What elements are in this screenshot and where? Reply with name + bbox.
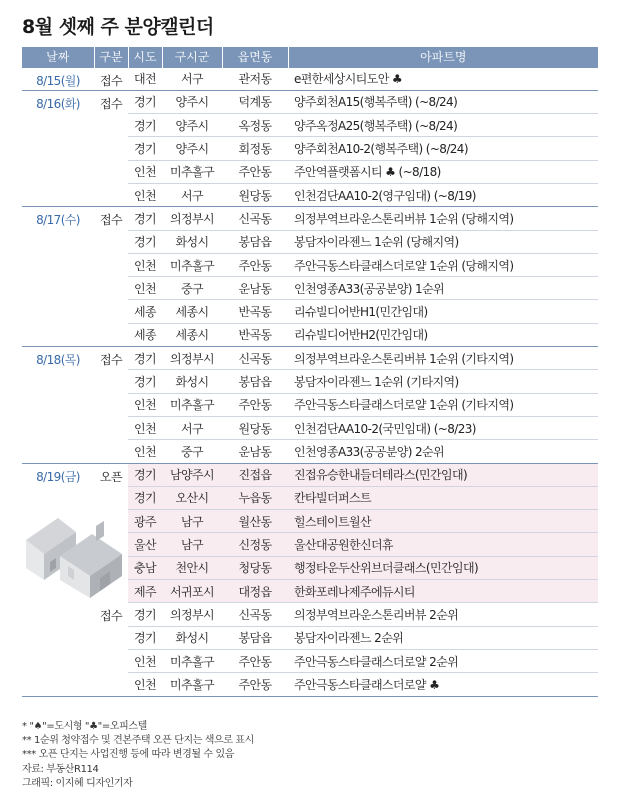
sido-cell: 인천 [128,253,162,276]
sido-cell: 제주 [128,580,162,603]
header-sido: 시도 [128,47,162,67]
sido-cell: 세종 [128,300,162,323]
sido-cell: 경기 [128,347,162,370]
apt-cell: 칸타빌더퍼스트 [288,486,598,509]
apt-cell: 주안극동스타클래스더로얄 ♣ [288,673,598,696]
sido-cell: 인천 [128,649,162,672]
sigungu-cell: 미추홀구 [162,160,222,183]
apt-cell: 행정타운두산위브더클래스(민간임대) [288,556,598,579]
eup-cell: 운남동 [222,277,288,300]
gubun-cell: 접수 [94,90,128,206]
eup-cell: 대정읍 [222,580,288,603]
sigungu-cell: 세종시 [162,300,222,323]
sigungu-cell: 서구 [162,67,222,90]
eup-cell: 운남동 [222,440,288,463]
apt-cell: 리슈빌디어반H2(민간임대) [288,323,598,346]
sigungu-cell: 세종시 [162,323,222,346]
sigungu-cell: 미추홀구 [162,393,222,416]
sido-cell: 경기 [128,486,162,509]
eup-cell: 원당동 [222,183,288,206]
apt-cell: 의정부역브라운스톤리버뷰 1순위 (당해지역) [288,207,598,230]
apt-cell: 의정부역브라운스톤리버뷰 2순위 [288,603,598,626]
sido-cell: 경기 [128,230,162,253]
footnotes [22,720,254,791]
footnote-symbols: * "♠"=도시형 "♣"=오피스텔 [22,721,147,732]
sigungu-cell: 의정부시 [162,603,222,626]
sido-cell: 세종 [128,323,162,346]
apt-cell: 양주회천A15(행복주택) (~8/24) [288,90,598,113]
header-apt: 아파트명 [288,47,598,67]
sigungu-cell: 천안시 [162,556,222,579]
apt-cell: 한화포레나제주에듀시티 [288,580,598,603]
eup-cell: 주안동 [222,160,288,183]
header-gubun: 구분 [94,47,128,67]
apt-cell: 의정부역브라운스톤리버뷰 1순위 (기타지역) [288,347,598,370]
sigungu-cell: 미추홀구 [162,649,222,672]
sigungu-cell: 오산시 [162,486,222,509]
sigungu-cell: 양주시 [162,90,222,113]
apt-cell: 주안극동스타클래스더로얄 2순위 [288,649,598,672]
sigungu-cell: 남구 [162,510,222,533]
eup-cell: 월산동 [222,510,288,533]
sigungu-cell: 남양주시 [162,463,222,486]
header-date: 날짜 [22,47,94,67]
eup-cell: 진접읍 [222,463,288,486]
eup-cell: 덕계동 [222,90,288,113]
eup-cell: 옥정동 [222,114,288,137]
table-row [22,347,598,370]
house-icon [18,500,130,600]
date-cell: 8/18(목) [22,347,94,463]
eup-cell: 주안동 [222,253,288,276]
sido-cell: 대전 [128,67,162,90]
apt-cell: 인천영종A33(공공분양) 2순위 [288,440,598,463]
date-cell: 8/17(수) [22,207,94,347]
sigungu-cell: 화성시 [162,370,222,393]
sigungu-cell: 서구 [162,416,222,439]
footnote-highlight: ** 1순위 청약접수 및 견본주택 오픈 단지는 색으로 표시 [22,735,254,747]
page-title: 8월 셋째 주 분양캘린더 [22,16,214,38]
sigungu-cell: 미추홀구 [162,673,222,696]
eup-cell: 신곡동 [222,603,288,626]
eup-cell: 주안동 [222,649,288,672]
apt-cell: 봉담자이라젠느 2순위 [288,626,598,649]
sigungu-cell: 서구 [162,183,222,206]
apt-cell: 인천검단AA10-2(국민임대) (~8/23) [288,416,598,439]
apt-cell: 진접유승한내들더테라스(민간임대) [288,463,598,486]
apt-cell: 주안극동스타클래스더로얄 1순위 (기타지역) [288,393,598,416]
apt-cell: 울산대공원한신더휴 [288,533,598,556]
table-row [22,67,598,90]
sigungu-cell: 화성시 [162,626,222,649]
eup-cell: 봉담읍 [222,626,288,649]
sido-cell: 인천 [128,673,162,696]
sido-cell: 경기 [128,370,162,393]
date-cell: 8/16(화) [22,90,94,206]
sido-cell: 경기 [128,90,162,113]
apt-cell: e편한세상시티도안 ♣ [288,67,598,90]
eup-cell: 관저동 [222,67,288,90]
header-sigungu: 구시군 [162,47,222,67]
footnote-credit: 그래픽: 이지혜 디자인기자 [22,777,133,789]
sigungu-cell: 미추홀구 [162,253,222,276]
table-row [22,90,598,113]
sido-cell: 인천 [128,183,162,206]
sido-cell: 경기 [128,463,162,486]
sido-cell: 경기 [128,137,162,160]
eup-cell: 신정동 [222,533,288,556]
apt-cell: 봉담자이라젠느 1순위 (당해지역) [288,230,598,253]
eup-cell: 봉담읍 [222,230,288,253]
eup-cell: 누읍동 [222,486,288,509]
table-row [22,603,598,626]
gubun-cell: 오픈 [94,463,128,603]
eup-cell: 청당동 [222,556,288,579]
apt-cell: 주안역플랫폼시티 ♣ (~8/18) [288,160,598,183]
sido-cell: 경기 [128,603,162,626]
sido-cell: 경기 [128,114,162,137]
gubun-cell: 접수 [94,347,128,463]
apt-cell: 리슈빌디어반H1(민간임대) [288,300,598,323]
apt-cell: 주안극동스타클래스더로얄 1순위 (당해지역) [288,253,598,276]
footnote-source: 자료: 부동산R114 [22,763,99,775]
apt-cell: 인천영종A33(공공분양) 1순위 [288,277,598,300]
eup-cell: 반곡동 [222,323,288,346]
sigungu-cell: 화성시 [162,230,222,253]
table-bottom-rule [22,696,598,697]
sido-cell: 충남 [128,556,162,579]
date-cell: 8/15(월) [22,67,94,90]
eup-cell: 봉담읍 [222,370,288,393]
sido-cell: 울산 [128,533,162,556]
sigungu-cell: 서귀포시 [162,580,222,603]
sigungu-cell: 중구 [162,277,222,300]
apt-cell: 힐스테이트월산 [288,510,598,533]
eup-cell: 원당동 [222,416,288,439]
table-row [22,463,598,486]
apt-cell: 인천검단AA10-2(영구임대) (~8/19) [288,183,598,206]
sido-cell: 경기 [128,207,162,230]
gubun-cell: 접수 [94,207,128,347]
gubun-cell: 접수 [94,67,128,90]
table-header-row [22,47,598,67]
header-eup: 읍면동 [222,47,288,67]
sigungu-cell: 의정부시 [162,347,222,370]
apt-cell: 양주옥정A25(행복주택) (~8/24) [288,114,598,137]
sigungu-cell: 남구 [162,533,222,556]
eup-cell: 신곡동 [222,347,288,370]
eup-cell: 주안동 [222,673,288,696]
eup-cell: 주안동 [222,393,288,416]
sido-cell: 광주 [128,510,162,533]
sigungu-cell: 중구 [162,440,222,463]
sigungu-cell: 양주시 [162,137,222,160]
sigungu-cell: 양주시 [162,114,222,137]
sido-cell: 인천 [128,416,162,439]
eup-cell: 반곡동 [222,300,288,323]
sido-cell: 인천 [128,393,162,416]
eup-cell: 회정동 [222,137,288,160]
footnote-change: *** 오픈 단지는 사업진행 등에 따라 변경될 수 있음 [22,749,234,761]
apt-cell: 봉담자이라젠느 1순위 (기타지역) [288,370,598,393]
date-cell: 8/19(금) [22,463,94,696]
gubun-cell: 접수 [100,608,122,623]
sido-cell: 인천 [128,277,162,300]
sido-cell: 인천 [128,440,162,463]
apt-cell: 양주회천A10-2(행복주택) (~8/24) [288,137,598,160]
table-row [22,207,598,230]
sigungu-cell: 의정부시 [162,207,222,230]
eup-cell: 신곡동 [222,207,288,230]
sido-cell: 인천 [128,160,162,183]
sido-cell: 경기 [128,626,162,649]
